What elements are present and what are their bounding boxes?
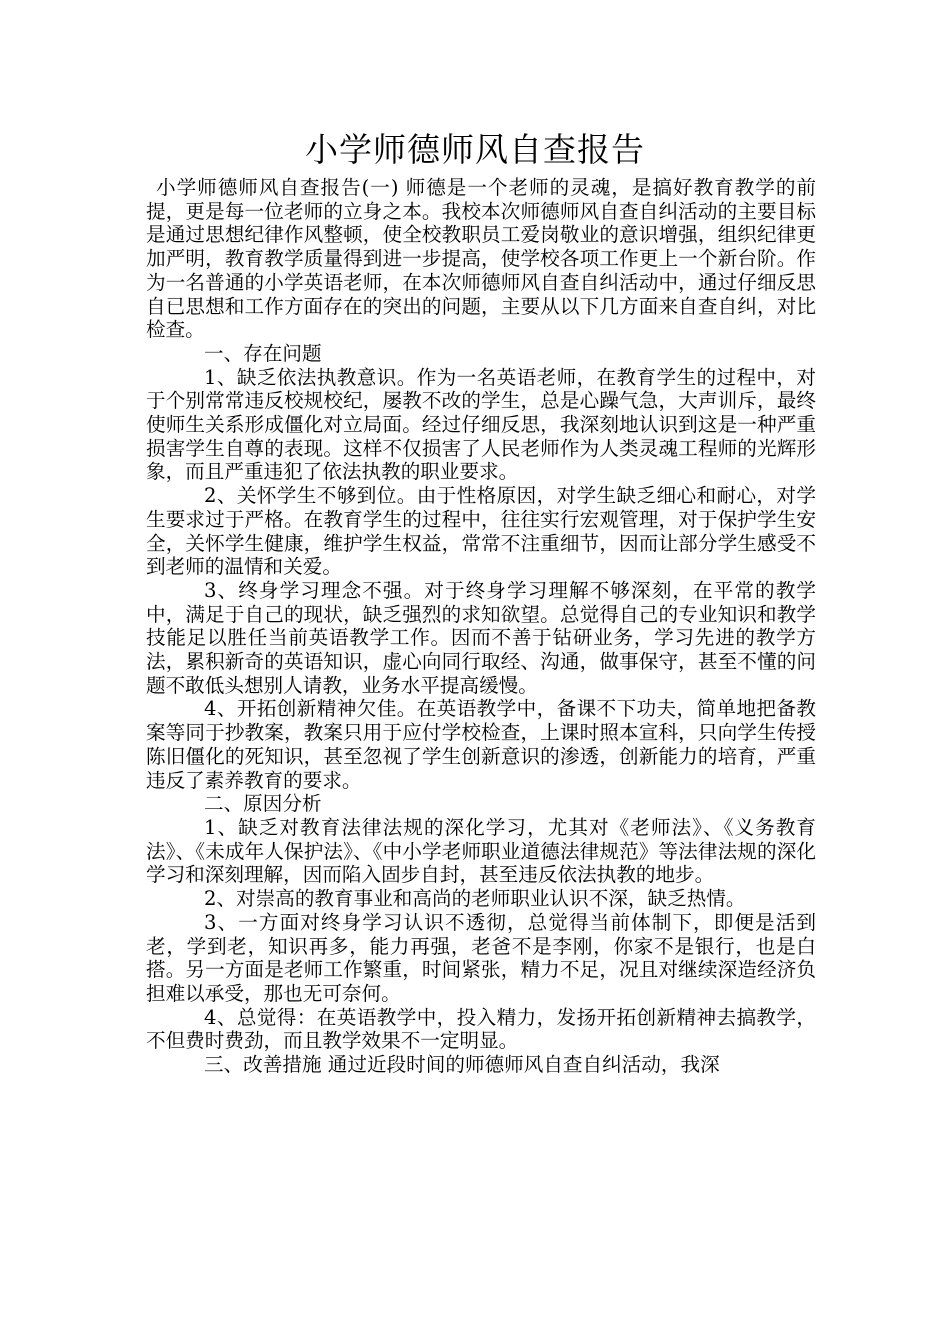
paragraph-problem-2: 2、关怀学生不够到位。由于性格原因，对学生缺乏细心和耐心，对学生要求过于严格。在教育学生的过程中，往往实行宏观管理，对于保护学生安全，关怀学生健康，维护学生权益，常常不注重细节，因而让部分学生感受不到老师的温情和关爱。 [146, 484, 816, 579]
paragraph-improvement: 三、改善措施 通过近段时间的师德师风自查自纠活动，我深 [204, 1053, 720, 1077]
paragraph-problem-4: 4、开拓创新精神欠佳。在英语教学中，备课不下功夫，简单地把备教案等同于抄教案，教案只用于应付学校检查，上课时照本宣科，只向学生传授陈旧僵化的死知识，甚至忽视了学生创新意识的渗透，创新能力的培育，严重违反了素养教育的要求。 [146, 697, 816, 792]
intro-paragraph: 小学师德师风自查报告(一) 师德是一个老师的灵魂，是搞好教育教学的前提，更是每一位老师的立身之本。我校本次师德师风自查自纠活动的主要目标是通过思想纪律作风整顿，使全校教职员工爱岗敬业的意识增强，组织纪律更加严明，教育教学质量得到进一步提高，使学校各项工作更上一个新台阶。作为一名普通的小学英语老师，在本次师德师风自查自纠活动中，通过仔细反思自已思想和工作方面存在的突出的问题，主要从以下几方面来自查自纠，对比检查。 [146, 176, 816, 342]
paragraph-cause-1: 1、缺乏对教育法律法规的深化学习，尤其对《老师法》、《义务教育法》、《未成年人保护法》、《中小学老师职业道德法律规范》等法律法规的深化学习和深刻理解，因而陷入固步自封，甚至违反依法执教的地步。 [146, 815, 816, 887]
section-heading-causes: 二、原因分析 [204, 792, 322, 816]
document-title: 小学师德师风自查报告 [305, 130, 645, 169]
section-heading-problems: 一、存在问题 [204, 341, 322, 365]
paragraph-cause-2: 2、对崇高的教育事业和高尚的老师职业认识不深，缺乏热情。 [204, 887, 746, 911]
paragraph-problem-3: 3、终身学习理念不强。对于终身学习理解不够深刻，在平常的教学中，满足于自己的现状，缺乏强烈的求知欲望。总觉得自己的专业知识和教学技能足以胜任当前英语教学工作。因而不善于钻研业务，学习先进的教学方法，累积新奇的英语知识，虚心向同行取经、沟通，做事保守，甚至不懂的问题不敢低头想别人请教，业务水平提高缓慢。 [146, 578, 816, 697]
paragraph-cause-4: 4、总觉得：在英语教学中，投入精力，发扬开拓创新精神去搞教学，不但费时费劲，而且教学效果不一定明显。 [146, 1005, 816, 1053]
document-body [146, 176, 816, 1077]
paragraph-cause-3: 3、一方面对终身学习认识不透彻，总觉得当前体制下，即便是活到老，学到老，知识再多，能力再强，老爸不是李刚，你家不是银行，也是白搭。另一方面是老师工作繁重，时间紧张，精力不足，况且对继续深造经济负担难以承受，那也无可奈何。 [146, 910, 816, 1005]
paragraph-problem-1: 1、缺乏依法执教意识。作为一名英语老师，在教育学生的过程中，对于个别常常违反校规校纪，屡教不改的学生，总是心躁气急，大声训斥，最终使师生关系形成僵化对立局面。经过仔细反思，我深刻地认识到这是一种严重损害学生自尊的表现。这样不仅损害了人民老师作为人类灵魂工程师的光辉形象，而且严重违犯了依法执教的职业要求。 [146, 365, 816, 484]
